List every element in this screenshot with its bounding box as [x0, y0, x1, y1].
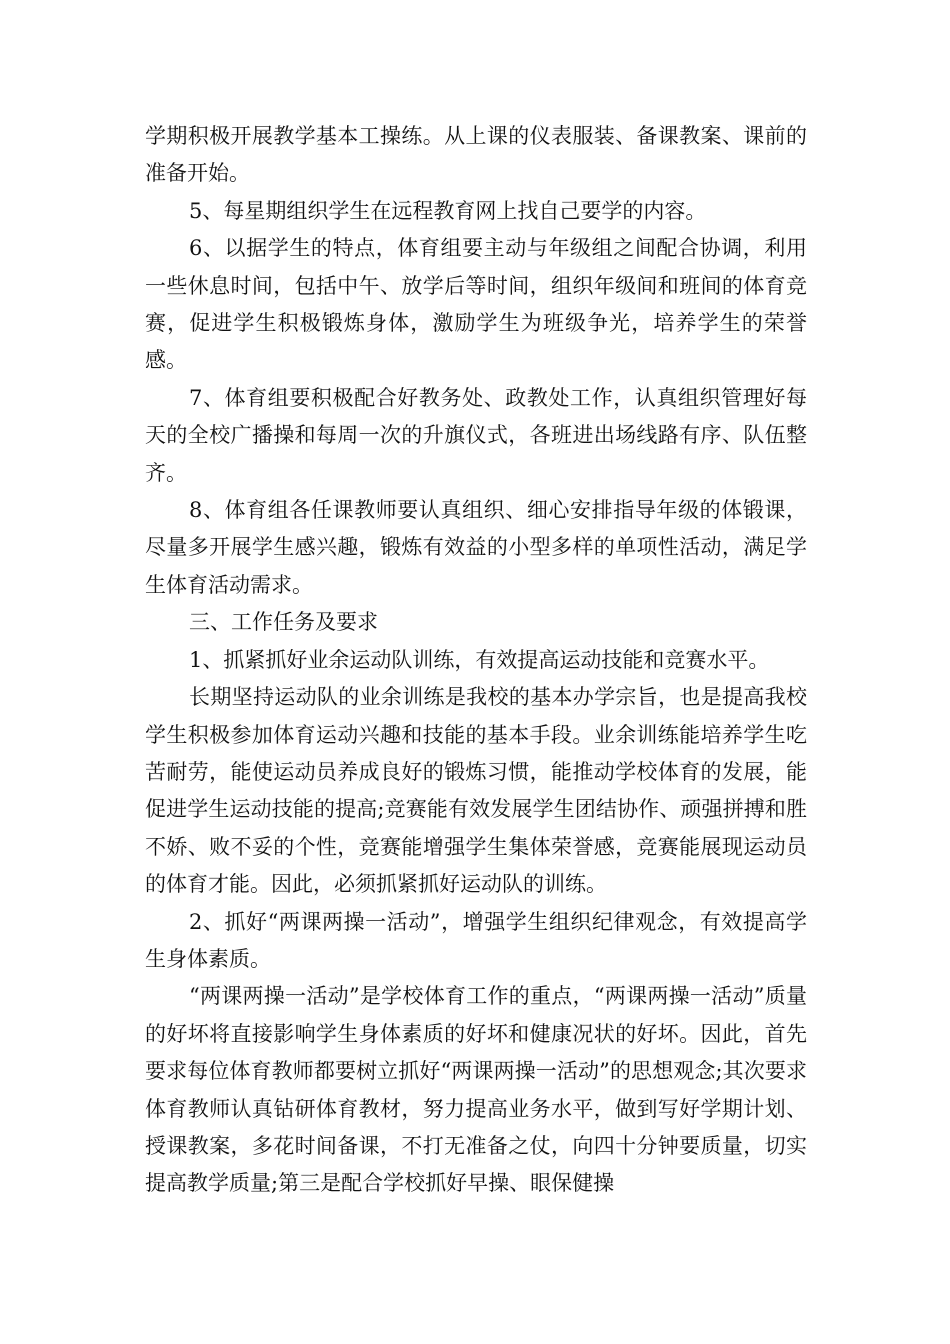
- paragraph-2: 5、每星期组织学生在远程教育网上找自己要学的内容。: [189, 198, 707, 223]
- section-heading: 三、工作任务及要求: [189, 610, 378, 635]
- paragraph-10: “两课两操一活动”是学校体育工作的重点，“两课两操一活动”质量的好坏将直接影响学生身体素质的好坏和健康况状的好坏。因此，首先要求每位体育教师都要树立抓好“两课两操一活动”的思想观念;其次要求体育教师认真钻研体育教材，努力提高业务水平，做到写好学期计划、授课教案，多花时间备课，不打无准备之仗，向四十分钟要质量，切实提高教学质量;第三是配合学校抓好早操、眼保健操: [145, 984, 807, 1196]
- paragraph-8: 长期坚持运动队的业余训练是我校的基本办学宗旨，也是提高我校学生积极参加体育运动兴趣和技能的基本手段。业余训练能培养学生吃苦耐劳，能使运动员养成良好的锻炼习惯，能推动学校体育的发展，能促进学生运动技能的提高;竞赛能有效发展学生团结协作、顽强拼搏和胜不娇、败不妥的个性，竞赛能增强学生集体荣誉感，竞赛能展现运动员的体育才能。因此，必须抓紧抓好运动队的训练。: [145, 685, 807, 897]
- paragraph-1: 学期积极开展教学基本工操练。从上课的仪表服装、备课教案、课前的准备开始。: [145, 124, 807, 186]
- paragraph-7: 1、抓紧抓好业余运动队训练，有效提高运动技能和竞赛水平。: [189, 647, 770, 672]
- paragraph-5: 8、体育组各任课教师要认真组织、细心安排指导年级的体锻课，尽量多开展学生感兴趣，锻炼有效益的小型多样的单项性活动，满足学生体育活动需求。: [145, 498, 807, 597]
- document-body: [145, 118, 807, 1203]
- paragraph-3: 6、以据学生的特点，体育组要主动与年级组之间配合协调，利用一些休息时间，包括中午、放学后等时间，组织年级间和班间的体育竞赛，促进学生积极锻炼身体，激励学生为班级争光，培养学生的荣誉感。: [145, 236, 807, 373]
- paragraph-4: 7、体育组要积极配合好教务处、政教处工作，认真组织管理好每天的全校广播操和每周一次的升旗仪式，各班进出场线路有序、队伍整齐。: [145, 385, 807, 485]
- paragraph-9: 2、抓好“两课两操一活动”，增强学生组织纪律观念，有效提高学生身体素质。: [145, 909, 807, 971]
